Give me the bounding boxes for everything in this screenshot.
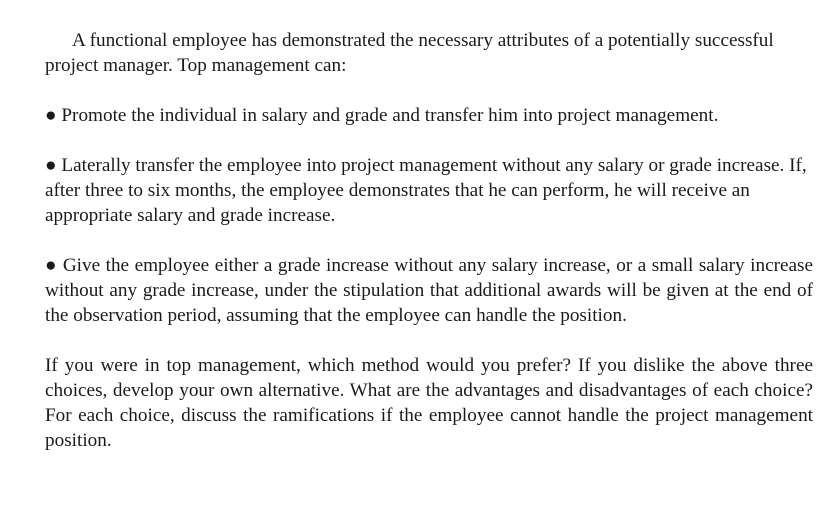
bullet-icon: ●	[45, 155, 57, 176]
option-paragraph-3	[45, 253, 813, 328]
question-paragraph: If you were in top management, which method would you prefer? If you dislike the above three choices, develop your own alternative. What are the advantages and disadvantages of each choice? For each choice, discuss the ramifications if the employee cannot handle the project management position.	[45, 355, 813, 451]
option-text-3: Give the employee either a grade increase without any salary increase, or a small salary increase without any grade increase, under the stipulation that additional awards will be given at the end of the observation period, assuming that the employee can handle the position.	[45, 255, 814, 326]
bullet-icon: ●	[45, 255, 58, 276]
option-text-2: Laterally transfer the employee into project management without any salary or grade increase. If, after three to six months, the employee demonstrates that he can perform, he will receive an appropriate salary and grade increase.	[45, 155, 807, 226]
option-paragraph-2	[45, 153, 813, 228]
bullet-icon: ●	[45, 105, 57, 126]
option-text-1: Promote the individual in salary and grade and transfer him into project management.	[61, 105, 719, 126]
document-page	[45, 28, 813, 478]
intro-paragraph: A functional employee has demonstrated the necessary attributes of a potentially successful project manager. Top management can:	[45, 30, 774, 76]
option-paragraph-1	[45, 103, 813, 128]
